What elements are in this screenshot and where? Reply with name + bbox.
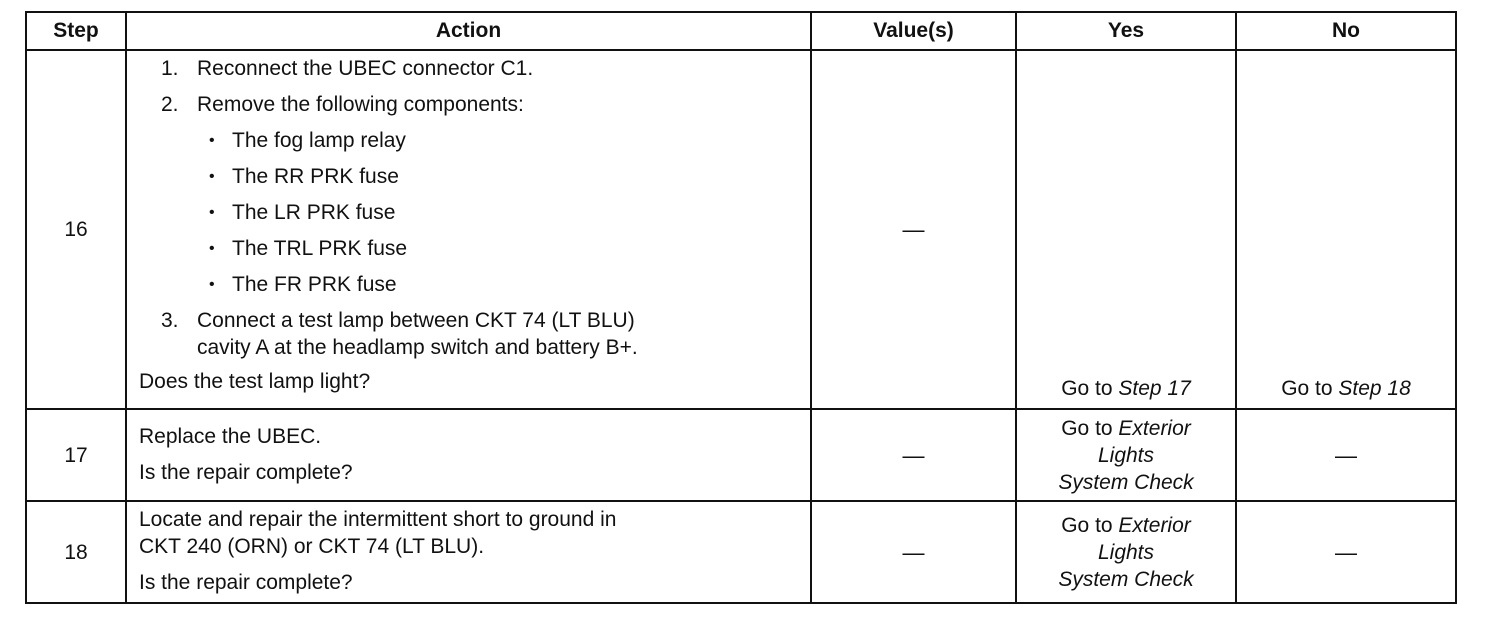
goto-prefix: Go to <box>1061 377 1119 400</box>
step-text: Reconnect the UBEC connector C1. <box>197 57 534 80</box>
goto-target: Lights <box>1097 443 1155 467</box>
action-cell <box>126 409 811 501</box>
goto-target: Step 17 <box>1118 377 1191 400</box>
bullet-icon: • <box>209 204 215 221</box>
action-cell <box>126 50 811 409</box>
question: Is the repair complete? <box>139 460 353 484</box>
step-text: Remove the following components: <box>197 93 524 116</box>
list-item <box>209 163 810 190</box>
list-item <box>209 127 810 154</box>
action-step <box>161 55 810 82</box>
value-cell: — <box>811 501 1016 603</box>
step-index: 1. <box>161 57 179 80</box>
header-step: Step <box>26 12 126 50</box>
action-text: Replace the UBEC. <box>139 424 322 448</box>
yes-cell <box>1016 501 1236 603</box>
diagnostic-table <box>25 11 1457 604</box>
action-cell <box>126 501 811 603</box>
component-list <box>197 127 810 298</box>
no-cell <box>1236 50 1456 409</box>
bullet-icon: • <box>209 240 215 257</box>
list-item-text: The LR PRK fuse <box>232 201 396 224</box>
goto-prefix: Go to <box>1061 513 1119 537</box>
action-step <box>161 91 810 298</box>
value-cell: — <box>811 409 1016 501</box>
question: Is the repair complete? <box>139 571 353 594</box>
list-item-text: The FR PRK fuse <box>232 273 397 296</box>
list-item-text: The TRL PRK fuse <box>232 237 408 260</box>
question: Does the test lamp light? <box>139 370 371 393</box>
goto-target: Step 18 <box>1338 377 1411 400</box>
action-steps <box>139 55 810 361</box>
goto-target: Lights <box>1097 540 1155 564</box>
step-number: 17 <box>26 409 126 501</box>
goto-target: Exterior <box>1118 416 1191 440</box>
goto-target: Exterior <box>1118 513 1191 537</box>
step-number: 16 <box>26 50 126 409</box>
yes-cell <box>1016 409 1236 501</box>
yes-cell <box>1016 50 1236 409</box>
header-action: Action <box>126 12 811 50</box>
step-number: 18 <box>26 501 126 603</box>
goto-prefix: Go to <box>1061 416 1119 440</box>
list-item-text: The RR PRK fuse <box>232 165 399 188</box>
list-item <box>209 271 810 298</box>
list-item <box>209 199 810 226</box>
step-index: 2. <box>161 93 179 116</box>
step-text: Connect a test lamp between CKT 74 (LT BLU) <box>197 309 635 332</box>
goto-target: System Check <box>1058 567 1194 591</box>
header-no: No <box>1236 12 1456 50</box>
action-text: Locate and repair the intermittent short to ground in <box>139 508 617 531</box>
table-row <box>26 409 1456 501</box>
header-row <box>26 12 1456 50</box>
step-text: cavity A at the headlamp switch and battery B+. <box>197 336 638 359</box>
list-item <box>209 235 810 262</box>
goto-prefix: Go to <box>1281 377 1339 400</box>
bullet-icon: • <box>209 132 215 149</box>
bullet-icon: • <box>209 168 215 185</box>
no-cell: — <box>1236 409 1456 501</box>
step-index: 3. <box>161 309 179 332</box>
header-yes: Yes <box>1016 12 1236 50</box>
header-values: Value(s) <box>811 12 1016 50</box>
value-cell: — <box>811 50 1016 409</box>
action-step <box>161 307 810 361</box>
action-text: CKT 240 (ORN) or CKT 74 (LT BLU). <box>139 535 485 558</box>
list-item-text: The fog lamp relay <box>232 129 406 152</box>
table-row <box>26 501 1456 603</box>
goto-target: System Check <box>1058 470 1194 494</box>
no-cell: — <box>1236 501 1456 603</box>
table-row <box>26 50 1456 409</box>
bullet-icon: • <box>209 276 215 293</box>
